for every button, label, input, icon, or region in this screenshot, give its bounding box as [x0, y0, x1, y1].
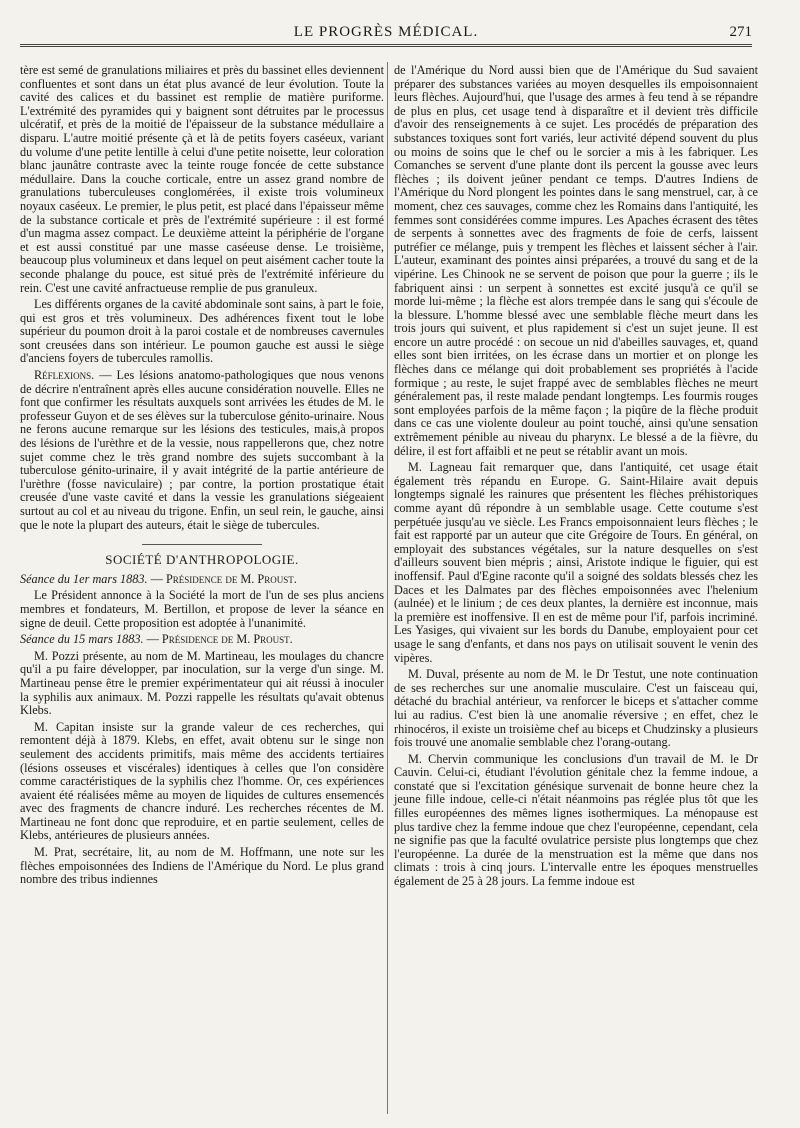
- section-rule: [142, 544, 262, 545]
- session-heading: [20, 633, 384, 647]
- session-heading: [20, 573, 384, 587]
- paragraph: M. Prat, secrétaire, lit, au nom de M. Hoffmann, une note sur les flèches empoisonnées des Indiens de l'Amérique du Nord. Le plus grand nombre des tribus indiennes: [20, 845, 384, 887]
- paragraph: M. Pozzi présente, au nom de M. Martineau, les moulages du chancre qu'il a pu faire développer, par inoculation, sur la verge d'un singe. M. Martineau pense être le premier expérimentateur qui ait réussi à inoculer la syphilis aux animaux. M. Pozzi rappelle les résultats qu'avait obtenus Klebs.: [20, 648, 384, 718]
- paragraph: Le Président annonce à la Société la mort de l'un de ses plus anciens membres et fondateurs, M. Bertillon, et propose de lever la séance en signe de deuil. Cette proposition est adoptée à l'unanimité.: [20, 588, 384, 630]
- running-header: [20, 22, 752, 47]
- paragraph-lead: Réflexions.: [34, 368, 95, 383]
- journal-title: LE PROGRÈS MÉDICAL.: [293, 24, 479, 40]
- session-date: Séance du 15 mars 1883.: [20, 632, 144, 647]
- paragraph: [20, 369, 384, 532]
- paragraph: M. Chervin communique les conclusions d'un travail de M. le Dr Cauvin. Celui-ci, étudiant l'évolution génitale chez la femme indoue, a constaté que si l'excitation génésique survenait de bonne heure chez la jeune fille indoue, celle-ci n'était néanmoins pas réglée plus tôt que les filles européennes des mêmes lignes isothermiques. La ménopause est plus tardive chez la femme indoue que chez l'européenne, cependant, cela ne signifie pas que la faculté ovulatrice persiste plus longtemps que chez l'européenne. La durée de la menstruation est la même que dans nos climats : trois à cinq jours. L'intervalle entre les époques menstruelles également de 25 à 28 jours. La femme indoue est: [394, 751, 758, 889]
- right-column: [394, 64, 758, 892]
- session-presidence: — Présidence de M. Proust.: [147, 571, 297, 586]
- session-date: Séance du 1er mars 1883.: [20, 571, 148, 586]
- paragraph: Les différents organes de la cavité abdominale sont sains, à part le foie, qui est gros et très volumineux. Des adhérences fixent tout le lobe supérieur du poumon droit à la paroi costale et de nombreuses cavernules sont creusées dans son intérieur. Le poumon gauche est aussi le siège d'anciens foyers de tubercules ramollis.: [20, 297, 384, 366]
- paragraph: M. Lagneau fait remarquer que, dans l'antiquité, cet usage était également très répandu en Europe. G. Saint-Hilaire avait depuis longtemps signalé les rainures que présentent les flèches préhistoriques comme ayant dû répondre à un semblable usage. Cette coutume s'est perpétuée jusqu'au ve siècle. Les Francs empoisonnaient leurs flèches ; le fait est rapporté par un auteur que cite Grégoire de Tours. En général, on employait des substances végétales, sur la nature desquelles on s'est d'ailleurs souvent bien mépris ; ainsi, Aristote indique le figuier, qui est inoffensif. Paul d'Egine raconte qu'il a soigné des soldats blessés chez les Daces et les Dalmates par des flèches empoisonnées avec l'helenium (aulnée) et le linium ; de ces deux plantes, la dernière est inconnue, mais la première est inoffensive. Il en est de même pour l'if, parfois incriminé. Les Yasiges, qui vivaient sur les bords du Danube, employaient pour cet usage le sang d'enfants, et dans nos pays on utilisait souvent le venin des vipères.: [394, 460, 758, 665]
- paragraph: M. Duval, présente au nom de M. le Dr Testut, une note continuation de ses recherches sur une anomalie musculaire. C'est un faisceau qui, détaché du brachial antérieur, va renforcer le biceps et s'attacher comme lui au radius. C'est bien là une anomalie réversive ; en effet, chez le rhinocéros, il existe un troisième chef au biceps et Chudzinsky a plusieurs fois trouvé une anomalie semblable chez l'orang-outang.: [394, 667, 758, 750]
- paragraph: tère est semé de granulations miliaires et près du bassinet elles deviennent confluentes et sont dans un état plus avancé de leur évolution. Toute la cavité des calices et du bassinet est remplie de matière puriforme. L'extrémité des pyramides qui y baignent sont détruites par le processus ulcératif, et près de la moitié de l'épaisseur de la substance médullaire a disparu. L'autre moitié présente çà et là de petits foyers caséeux, variant du volume d'une petite lentille à celui d'une petite noisette, leur coloration blanc jaunâtre contraste avec la teinte rouge foncée de cette substance médullaire. Dans la couche corticale, entre un assez grand nombre de granulations tuberculeuses conglomérées, il existe trois volumineux noyaux caséeux. Le premier, le plus petit, est placé dans l'épaisseur même de la substance corticale et près de l'extrémité supérieure : il est formé d'un magma assez compact. Le deuxième atteint la périphérie de l'organe et est aussi constitué par une masse caséeuse dense. Le troisième, beaucoup plus volumineux et dans lequel on peut aisément cacher toute la seconde phalange du pouce, est situé près de l'extrémité inférieure du rein. C'est une cavité anfractueuse remplie de pus granuleux.: [20, 63, 384, 295]
- page-number: 271: [729, 24, 752, 40]
- left-column: [20, 64, 384, 890]
- paragraph: de l'Amérique du Nord aussi bien que de l'Amérique du Sud savaient préparer des substances variées au moyen desquelles ils empoisonnaient leurs flèches. Aujourd'hui, que l'usage des armes à feu tend à se répandre de plus en plus, cet usage tend à disparaître et il devient très difficile d'avoir des renseignements à ce sujet. Les procédés de préparation des substances toxiques sont fort variés, leur activité dépend souvent du plus ou moins de soins que le chef ou le sorcier a mis à les fabriquer. Les Comanches se servent d'une plante dont ils percent la gousse avec leurs flèches ; ils doivent jeûner pendant ce temps. D'autres Indiens de l'Amérique du Nord plongent les pointes dans le sang menstruel, car, à ce moment, chez ces sauvages, comme chez les Romains dans l'antiquité, les femmes sont considérées comme impures. Les Apaches écrasent des têtes de serpents à sonnettes avec des fragments de foie de cerfs, laissent putréfier ce mélange, puis y trempent les flèches et laissent sécher à l'air. L'auteur, examinant des pointes ainsi préparées, a trouvé du sang et de la vipérine. Les Chinook ne se servent de poison que pour la guerre ; ils le fabriquent ainsi : un serpent à sonnettes est excité jusqu'à ce qu'il se morde lui-même ; la flèche est alors trempée dans le sang qui s'écoule de la blessure. L'homme blessé avec une semblable flèche meurt dans les trois jours qui suivent, et plus rapidement si c'est un sujet jeune. Il est encore un autre procédé : on secoue un nid d'abeilles sauvages, et, quand elles sont bien irritées, on les écrase dans un mortier et on plonge les flèches dans ce mélange qui doit probablement ses propriétés à l'acide formique ; au reste, le sujet frappé avec de semblables flèches ne meurt généralement pas, il reste malade pendant longtemps. Les fourmis rouges sont employées parfois de la même façon ; la piqûre de la flèche produit dans ce cas une violente douleur au point touché, ainsi qu'une sensation extrêmement pénible au niveau du pharynx. Le blessé a de la fièvre, du délire, il est fort affaibli et ne peut se rétablir avant un mois.: [394, 63, 758, 458]
- session-presidence: — Présidence de M. Proust.: [143, 632, 293, 647]
- paragraph-text: — Les lésions anatomo-pathologiques que nous venons de décrire n'entraînent après elles aucune considération nouvelle. Elles ne font que confirmer les résultats auxquels sont arrivées les études de M. le professeur Guyon et de ses élèves sur la tuberculose génito-urinaire. Nous ne ferons aucune remarque sur les lésions des testicules, mais,à propos des lésions de l'urèthre et de la vessie, nous rappellerons que, chez notre sujet comme chez le très grand nombre des sujets succombant à la tuberculose génito-urinaire, il y avait intégrité de la partie antérieure de l'urèthre (fosse naviculaire) ; par contre, la portion prostatique était creusée d'une vaste cavité et dans la vessie les granulations siégeaient surtout au col et au niveau du trigone. Enfin, un seul rein, le gauche, ainsi que le note la plupart des auteurs, était le siège de tubercules.: [20, 368, 384, 532]
- paragraph: M. Capitan insiste sur la grande valeur de ces recherches, qui remontent déjà à 1879. Klebs, en effet, avait obtenu sur le singe non seulement des accidents primitifs, mais même des accidents tertiaires (lésions osseuses et viscérales) identiques à celles que l'on considère comme caractéristiques de la syphilis chez l'homme. Or, ces expériences avaient été réalisées même au moyen de liquides de cultures ensemencés avec des fragments de chancre induré. Les recherches récentes de M. Martineau ne font donc que reproduire, et en partie seulement, celles de Klebs, antérieures de plusieurs années.: [20, 719, 384, 843]
- section-title: SOCIÉTÉ D'ANTHROPOLOGIE.: [105, 552, 299, 568]
- column-divider: [387, 62, 388, 1114]
